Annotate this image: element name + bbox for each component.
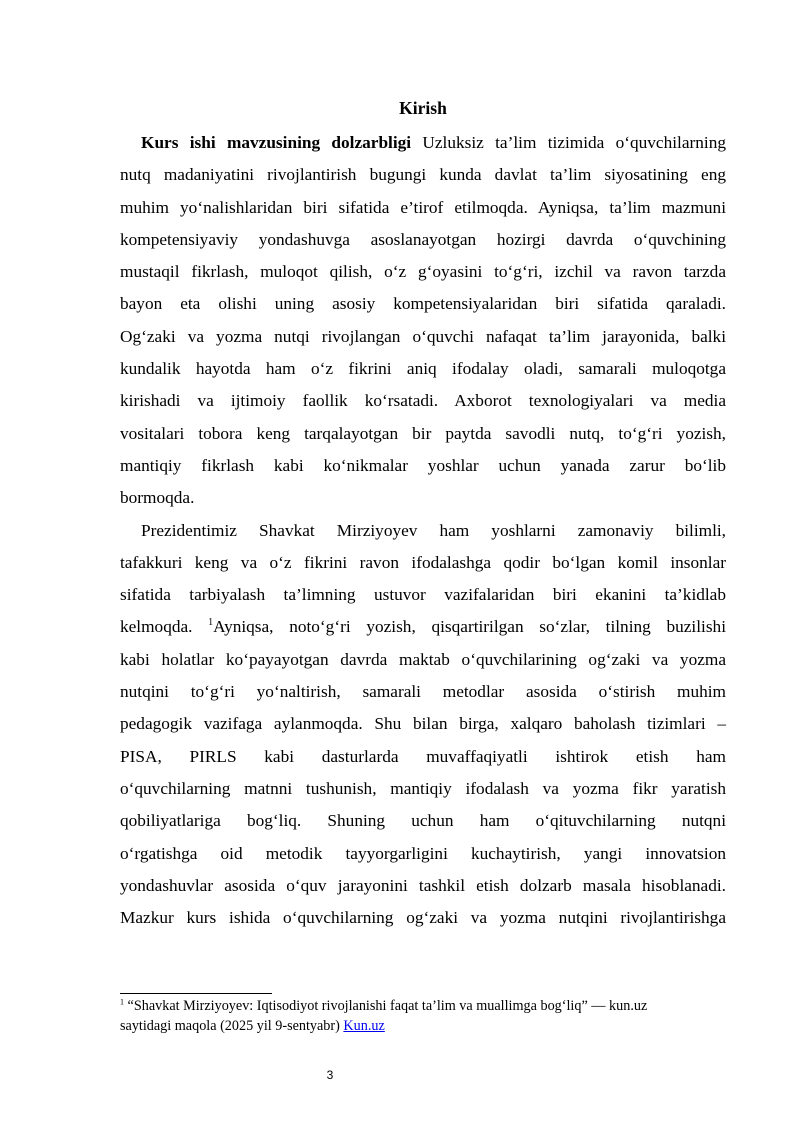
footnote-line-1	[120, 996, 730, 1016]
paragraph-line: muhim yo‘nalishlaridan biri sifatida e’tirof etilmoqda. Ayniqsa, ta’lim mazmuni	[120, 197, 726, 217]
footnote-marker: 1	[120, 997, 124, 1007]
section-heading: Kirish	[399, 98, 447, 118]
paragraph-line: nutqini to‘g‘ri yo‘naltirish, samarali metodlar asosida o‘stirish muhim	[120, 682, 726, 702]
paragraph-lead: Kurs ishi mavzusining dolzarbligi	[141, 133, 412, 152]
paragraph-line: bayon eta olishi uning asosiy kompetensiyalaridan biri sifatida qaraladi.	[120, 294, 726, 314]
paragraph-line: kompetensiyaviy yondashuvga asoslanayotgan hozirgi davrda o‘quvchining	[120, 229, 726, 249]
paragraph-line: PISA, PIRLS kabi dasturlarda muvaffaqiyatli ishtirok etish ham	[120, 746, 726, 766]
paragraph-line: kabi holatlar ko‘payayotgan davrda maktab o‘quvchilarining og‘zaki va yozma	[120, 649, 726, 669]
paragraph-line: Mazkur kurs ishida o‘quvchilarning og‘zaki va yozma nutqini rivojlantirishga	[120, 908, 726, 928]
paragraph-line: qobiliyatlariga bog‘liq. Shuning uchun ham o‘qituvchilarning nutqni	[120, 811, 726, 831]
paragraph-line: kirishadi va ijtimoiy faollik ko‘rsatadi. Axborot texnologiyalari va media	[120, 391, 726, 411]
footnote-source-link[interactable]: Kun.uz	[343, 1018, 385, 1034]
text-run: Ayniqsa, noto‘g‘ri yozish, qisqartirilgan so‘zlar, tilning buzilishi	[213, 617, 726, 637]
paragraph-line: yondashuvlar asosida o‘quv jarayonini tashkil etish dolzarb masala hisoblanadi.	[120, 875, 726, 895]
footnote	[120, 996, 730, 1036]
paragraph-line: mantiqiy fikrlash kabi ko‘nikmalar yoshlar uchun yanada zarur bo‘lib	[120, 455, 726, 475]
footnote-separator	[120, 993, 272, 994]
paragraph-line: pedagogik vazifaga aylanmoqda. Shu bilan birga, xalqaro baholash tizimlari –	[120, 714, 726, 734]
paragraph-line: tafakkuri keng va o‘z fikrini ravon ifodalashga qodir bo‘lgan komil insonlar	[120, 552, 726, 572]
paragraph-line: vositalari tobora keng tarqalayotgan bir paytda savodli nutq, to‘g‘ri yozish,	[120, 423, 726, 443]
footnote-text: saytidagi maqola (2025 yil 9-sentyabr)	[120, 1018, 344, 1034]
paragraph-1-line-1	[120, 127, 726, 159]
paragraph-line: sifatida tarbiyalash ta’limning ustuvor vazifalaridan biri ekanini ta’kidlab	[120, 585, 726, 605]
paragraph-line: mustaqil fikrlash, muloqot qilish, o‘z g‘oyasini to‘g‘ri, izchil va ravon tarzda	[120, 262, 726, 282]
text-run: kelmoqda.	[120, 617, 209, 637]
paragraph-line: o‘quvchilarning matnni tushunish, mantiqiy ifodalash va yozma fikr yaratish	[120, 778, 726, 798]
paragraph-line: o‘rgatishga oid metodik tayyorgarligini kuchaytirish, yangi innovatsion	[120, 843, 726, 863]
paragraph-line: Prezidentimiz Shavkat Mirziyoyev ham yoshlarni zamonaviy bilimli,	[141, 520, 726, 540]
paragraph-line: bormoqda.	[120, 488, 195, 508]
text-run: Uzluksiz ta’lim tizimida o‘quvchilarning	[411, 133, 726, 152]
footnote-text: “Shavkat Mirziyoyev: Iqtisodiyot rivojlanishi faqat ta’lim va muallimga bog‘liq” — kun.uz	[124, 998, 648, 1014]
paragraph-line: kundalik hayotda ham o‘z fikrini aniq ifodalay oladi, samarali muloqotga	[120, 359, 726, 379]
footnote-reference[interactable]: 1	[208, 617, 214, 629]
paragraph-line-with-footnote	[120, 611, 726, 643]
page-number: 3	[326, 1068, 334, 1082]
body-text	[120, 127, 726, 934]
paragraph-line: nutq madaniyatini rivojlantirish bugungi kunda davlat ta’lim siyosatining eng	[120, 165, 726, 185]
paragraph-line: Og‘zaki va yozma nutqi rivojlangan o‘quvchi nafaqat ta’lim jarayonida, balki	[120, 326, 726, 346]
footnote-line-2	[120, 1016, 730, 1036]
